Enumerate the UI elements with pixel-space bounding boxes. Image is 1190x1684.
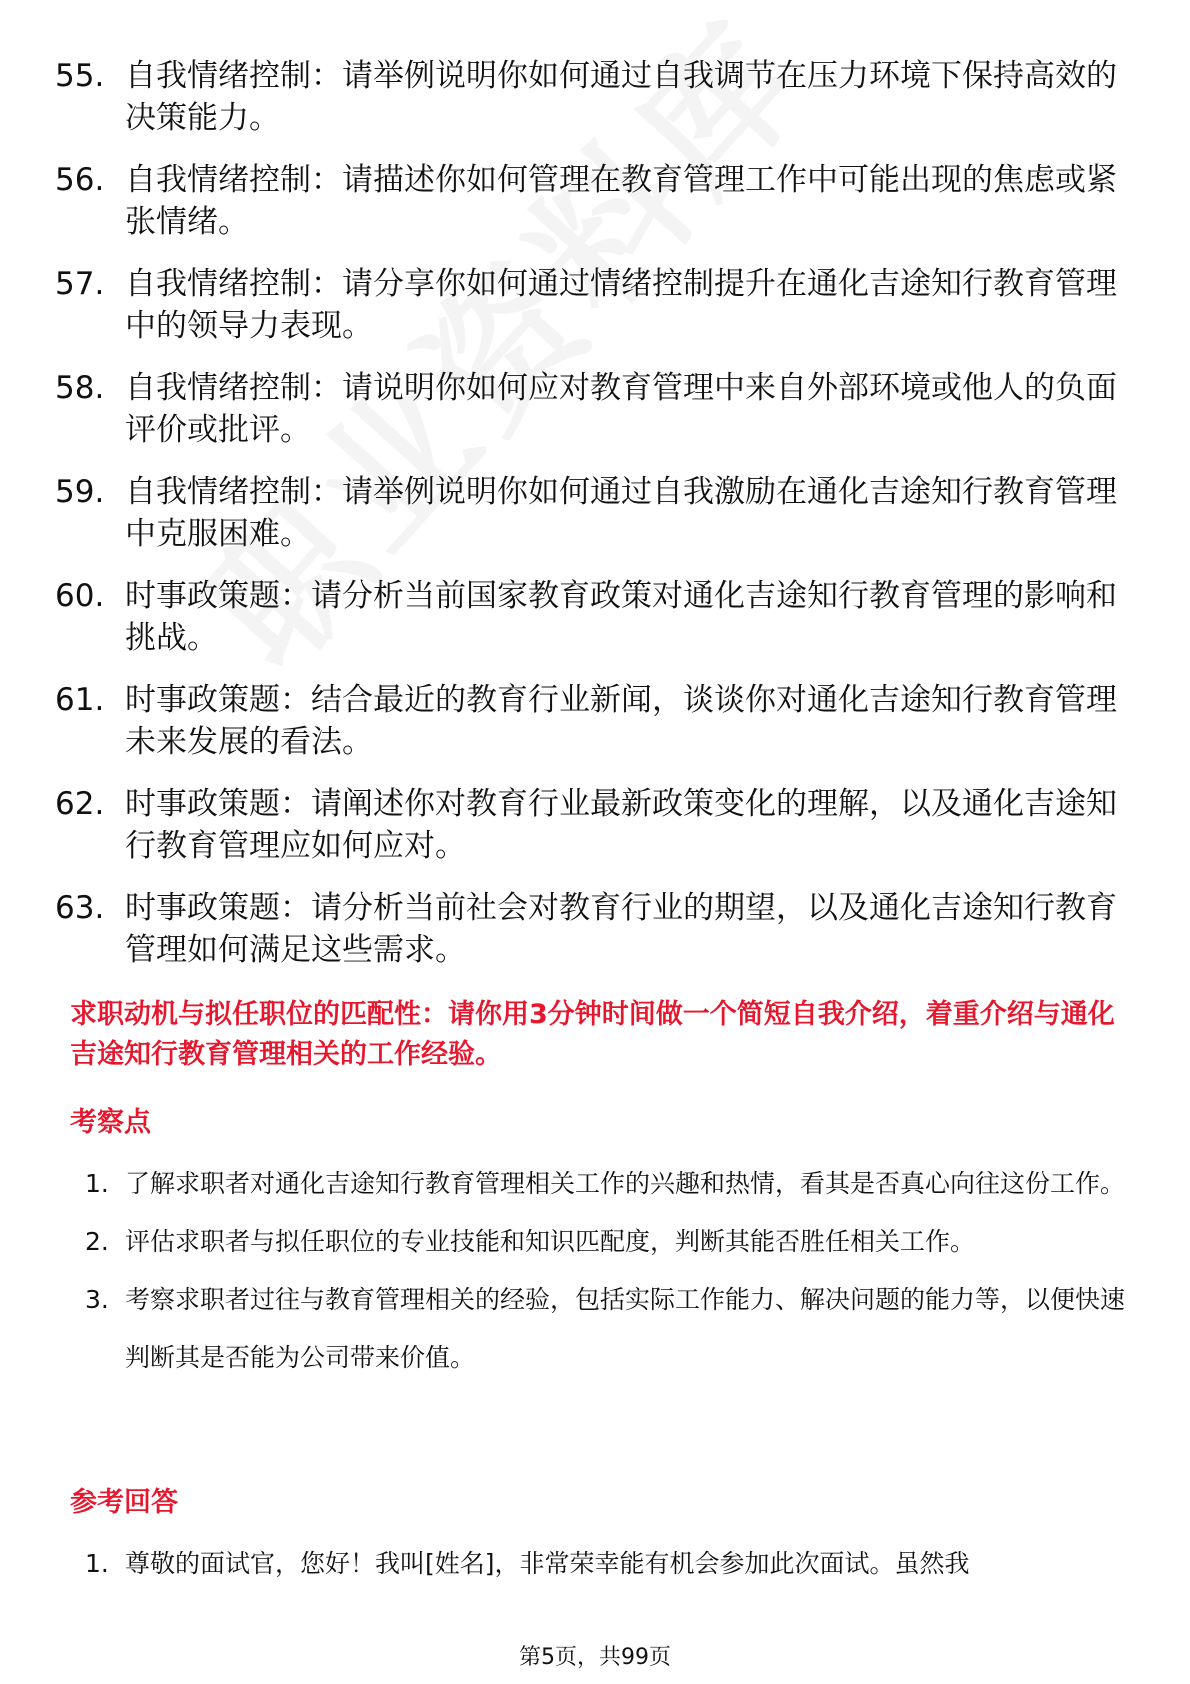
inspection-label: 考察点 <box>70 1107 151 1138</box>
reference-label: 参考回答 <box>70 1487 178 1518</box>
list-item-text: 尊敬的面试官，您好！我叫[姓名]，非常荣幸能有机会参加此次面试。虽然我 <box>125 1549 970 1578</box>
question-text: 时事政策题：请分析当前国家教育政策对通化吉途知行教育管理的影响和挑战。 <box>125 578 1117 656</box>
question-item <box>55 55 1130 139</box>
question-number: 59. <box>55 474 105 510</box>
list-item-number: 2. <box>85 1227 109 1256</box>
question-item <box>55 159 1130 243</box>
list-item <box>85 1213 1130 1271</box>
list-item-text: 考察求职者过往与教育管理相关的经验，包括实际工作能力、解决问题的能力等，以便快速判断其是否能为公司带来价值。 <box>125 1285 1126 1372</box>
question-item <box>55 887 1130 971</box>
question-text: 自我情绪控制：请说明你如何应对教育管理中来自外部环境或他人的负面评价或批评。 <box>125 370 1117 448</box>
section-heading: 求职动机与拟任职位的匹配性：请你用3分钟时间做一个简短自我介绍，着重介绍与通化吉途知行教育管理相关的工作经验。 <box>70 999 1115 1070</box>
list-item-number: 3. <box>85 1285 109 1314</box>
question-text: 时事政策题：结合最近的教育行业新闻，谈谈你对通化吉途知行教育管理未来发展的看法。 <box>125 682 1117 760</box>
inspection-list <box>85 1155 1130 1387</box>
list-item-number: 1. <box>85 1549 109 1578</box>
page-footer: 第5页，共99页 <box>519 1645 671 1670</box>
list-item <box>85 1535 1130 1593</box>
question-number: 62. <box>55 786 105 822</box>
question-text: 自我情绪控制：请举例说明你如何通过自我调节在压力环境下保持高效的决策能力。 <box>125 58 1117 136</box>
question-item <box>55 263 1130 347</box>
question-item <box>55 783 1130 867</box>
question-text: 自我情绪控制：请举例说明你如何通过自我激励在通化吉途知行教育管理中克服困难。 <box>125 474 1117 552</box>
list-item-number: 1. <box>85 1169 109 1198</box>
question-list <box>55 55 1130 991</box>
question-text: 自我情绪控制：请描述你如何管理在教育管理工作中可能出现的焦虑或紧张情绪。 <box>125 162 1117 240</box>
question-number: 57. <box>55 266 105 302</box>
list-item <box>85 1271 1130 1387</box>
list-item-text: 评估求职者与拟任职位的专业技能和知识匹配度，判断其能否胜任相关工作。 <box>125 1227 976 1256</box>
question-text: 时事政策题：请分析当前社会对教育行业的期望，以及通化吉途知行教育管理如何满足这些需求。 <box>125 890 1117 968</box>
question-item <box>55 471 1130 555</box>
question-number: 55. <box>55 58 105 94</box>
list-item-text: 了解求职者对通化吉途知行教育管理相关工作的兴趣和热情，看其是否真心向往这份工作。 <box>125 1169 1126 1198</box>
question-number: 63. <box>55 890 105 926</box>
question-number: 61. <box>55 682 105 718</box>
question-text: 自我情绪控制：请分享你如何通过情绪控制提升在通化吉途知行教育管理中的领导力表现。 <box>125 266 1117 344</box>
question-number: 58. <box>55 370 105 406</box>
reference-list <box>85 1535 1130 1593</box>
list-item <box>85 1155 1130 1213</box>
question-text: 时事政策题：请阐述你对教育行业最新政策变化的理解，以及通化吉途知行教育管理应如何应对。 <box>125 786 1117 864</box>
question-number: 60. <box>55 578 105 614</box>
question-number: 56. <box>55 162 105 198</box>
question-item <box>55 367 1130 451</box>
question-item <box>55 679 1130 763</box>
question-item <box>55 575 1130 659</box>
